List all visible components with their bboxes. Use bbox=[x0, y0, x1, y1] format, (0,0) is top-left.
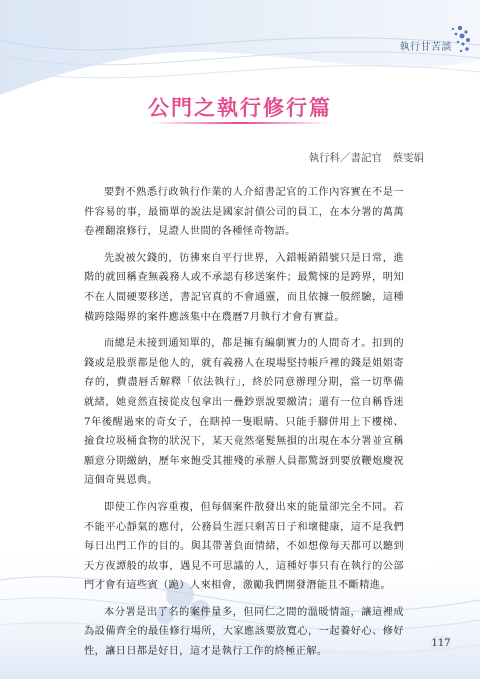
article-author: 執行科／書記官 蔡雯娟 bbox=[308, 152, 424, 164]
paragraph: 即使工作內容重複，但每個案件散發出來的能量卻完全不同。若不能平心靜氣的應付，公務員生涯只剩苦日子和壞健康，這不是我們每日出門工作的目的。與其帶著負面情緒，不如想像每天都可以聽到天方夜譚般的故事，遇見不可思議的人，這種好事只有在執行的公部門才會有這些賓（跪）人來相會，激勵我們開發潛能且不斷精進。 bbox=[84, 501, 404, 592]
section-label: 執行甘苦談 bbox=[399, 42, 452, 53]
article-title: 公門之執行修行篇 bbox=[148, 96, 332, 120]
title-underline bbox=[150, 122, 330, 124]
paragraph: 本分署是出了名的案件量多，但同仁之間的溫暖情誼，讓這裡成為設備齊全的最佳修行場所，大家應該要放寬心，一起養好心、修好性，讓日日都是好日，這才是執行工作的終極正解。 bbox=[84, 606, 404, 658]
paragraph: 而總是未接到通知單的，都是擁有編劇實力的人間奇才。扣到的錢或是股票都是他人的，就有義務人在現場堅持帳戶裡的錢是姐姐寄存的，費盡唇舌解釋「依法執行」，終於同意辦理分期，當一切準備就緒，她竟然直接從皮包拿出一疊鈔票說要繳清；還有一位自稱昏迷7年後醒過來的奇女子，在瞎掉一隻眼睛、只能手腳併用上下樓梯、撿食垃圾桶食物的狀況下，某天竟然毫髮無損的出現在本分署並宣稱願意分期繳納，歷年來飽受其摧殘的承辦人員都驚訝到要放鞭炮慶祝這個奇異恩典。 bbox=[84, 338, 404, 487]
page-number: 117 bbox=[431, 636, 451, 652]
article-body bbox=[84, 183, 404, 669]
paragraph: 先說被欠錢的，彷彿來自平行世界，入錯帳銷錯號只是日常，進階的就回稱查無義務人或不承認有移送案件；最驚悚的是跨界，明知不在人間硬要移送，書記官真的不會通靈，而且依據一般經驗，這種橫跨陰陽界的案件應該集中在農曆7月執行才會有實益。 bbox=[84, 252, 404, 323]
paragraph: 要對不熟悉行政執行作業的人介紹書記官的工作內容實在不是一件容易的事，最簡單的說法是國家討債公司的員工，在本分署的萬萬卷裡翻滾修行，見證人世間的各種怪奇物語。 bbox=[84, 187, 404, 238]
